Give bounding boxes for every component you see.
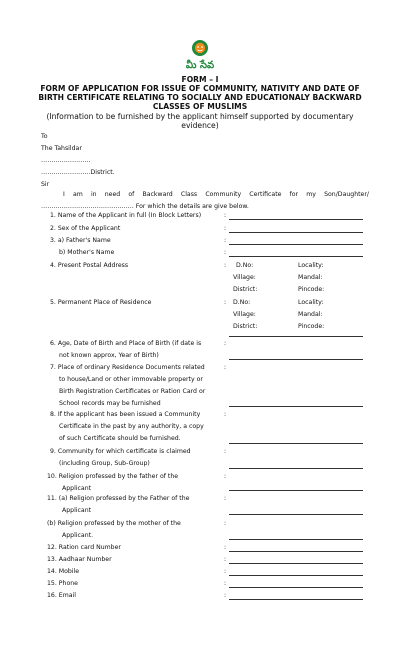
field-6-label-2: not known approx, Year of Birth) [59,352,159,359]
colon: : [224,580,227,587]
to-label: To [41,133,48,140]
colon: : [224,495,227,502]
field-14-input[interactable] [229,575,363,576]
field-3a-input[interactable] [229,244,363,245]
permanent-dno-label: D.No: [233,299,251,306]
field-1-input[interactable] [229,219,363,220]
colon: : [224,473,227,480]
field-9-label-2: (including Group, Sub-Group) [59,460,150,467]
field-7-label-2: to house/Land or other immovable property or [59,376,203,383]
field-8-label-3: of such Certificate should be furnished. [59,435,181,442]
field-2-label: 2. Sex of the Applicant [50,225,121,232]
field-11b-label: (b) Religion professed by the mother of the [47,520,181,527]
field-9-input[interactable] [229,468,363,469]
field-8-label: 8. If the applicant has been issued a Community [50,411,201,418]
field-8-label-2: Certificate in the past by any authority, a copy [59,423,204,430]
field-3a-label: 3. a) Father's Name [50,237,111,244]
colon: : [224,225,227,232]
tahsildar-label: The Tahsildar [41,145,82,152]
present-mandal-label: Mandal: [298,274,323,281]
field-4-label: 4. Present Postal Address [50,262,129,269]
form-title: FORM OF APPLICATION FOR ISSUE OF COMMUNITY, NATIVITY AND DATE OF BIRTH CERTIFICATE RELATING TO SOCIALLY AND EDUCATIONALY BACKWARD CLASSES OF MUSLIMS [38,84,362,112]
permanent-pincode-label: Pincode: [298,323,325,330]
field-8-input[interactable] [229,443,363,444]
district-line: ……………………District. [41,169,115,176]
colon: : [224,299,227,306]
field-9-label: 9. Community for which certificate is claimed [50,448,191,455]
field-16-input[interactable] [229,599,363,600]
field-11a-input[interactable] [229,514,363,515]
field-3b-input[interactable] [229,256,363,257]
field-7-label-3: Birth Registration Certificates or Ration Card or [59,388,206,395]
field-12-label: 12. Ration card Number [47,544,121,551]
field-3b-label: b) Mother's Name [59,249,115,256]
field-5-label: 5. Permanent Place of Residence [50,299,152,306]
field-7-label-4: School records may be furnished [59,400,161,407]
colon: : [224,262,227,269]
form-number: FORM – I [181,75,219,84]
logo-text: మీ సేవ [185,60,215,71]
present-pincode-label: Pincode: [298,286,325,293]
field-10-input[interactable] [229,490,363,491]
field-5-input[interactable] [229,336,363,337]
field-11b-label-2: Applicant. [62,532,94,539]
blank-line: …………………… [41,157,91,164]
field-13-label: 13. Aadhaar Number [47,556,112,563]
field-15-label: 15. Phone [47,580,78,587]
field-11a-label: 11. (a) Religion professed by the Father of the [47,495,190,502]
present-village-label: Village: [233,274,256,281]
present-district-label: District: [233,286,258,293]
colon: : [224,520,227,527]
field-15-input[interactable] [229,587,363,588]
field-6-label: 6. Age, Date of Birth and Place of Birth (if date is [50,340,202,347]
field-2-input[interactable] [229,232,363,233]
field-16-label: 16. Email [47,592,76,599]
colon: : [224,448,227,455]
colon: : [224,212,227,219]
colon: : [224,556,227,563]
field-12-input[interactable] [229,551,363,552]
intro-paragraph: I am in need of Backward Class Community Certificate for my Son/Daughter/ ……………………………………… For which the details are give below. [41,191,369,210]
field-14-label: 14. Mobile [47,568,80,575]
colon: : [224,340,227,347]
colon: : [224,592,227,599]
form-subtitle: (Information to be furnished by the applicant himself supported by documentary evidence) [46,112,354,131]
field-11a-label-2: Applicant [62,507,92,514]
field-1-label: 1. Name of the Applicant in full (In Block Letters) [50,212,202,219]
permanent-mandal-label: Mandal: [298,311,323,318]
present-dno-label: D.No: [236,262,254,269]
permanent-locality-label: Locality: [298,299,324,306]
colon: : [224,237,227,244]
colon: : [224,249,227,256]
salutation: Sir [41,181,50,188]
present-locality-label: Locality: [298,262,324,269]
colon: : [224,568,227,575]
field-10-label: 10. Religion professed by the father of the [47,473,179,480]
colon: : [224,411,227,418]
colon: : [224,364,227,371]
field-10-label-2: Applicant [62,485,92,492]
permanent-village-label: Village: [233,311,256,318]
mee-seva-logo [172,38,228,74]
field-13-input[interactable] [229,563,363,564]
field-7-input[interactable] [229,406,363,407]
field-7-label: 7. Place of ordinary Residence Documents related [50,364,205,371]
field-11b-input[interactable] [229,539,363,540]
permanent-district-label: District: [233,323,258,330]
field-6-input[interactable] [229,359,363,360]
colon: : [224,544,227,551]
